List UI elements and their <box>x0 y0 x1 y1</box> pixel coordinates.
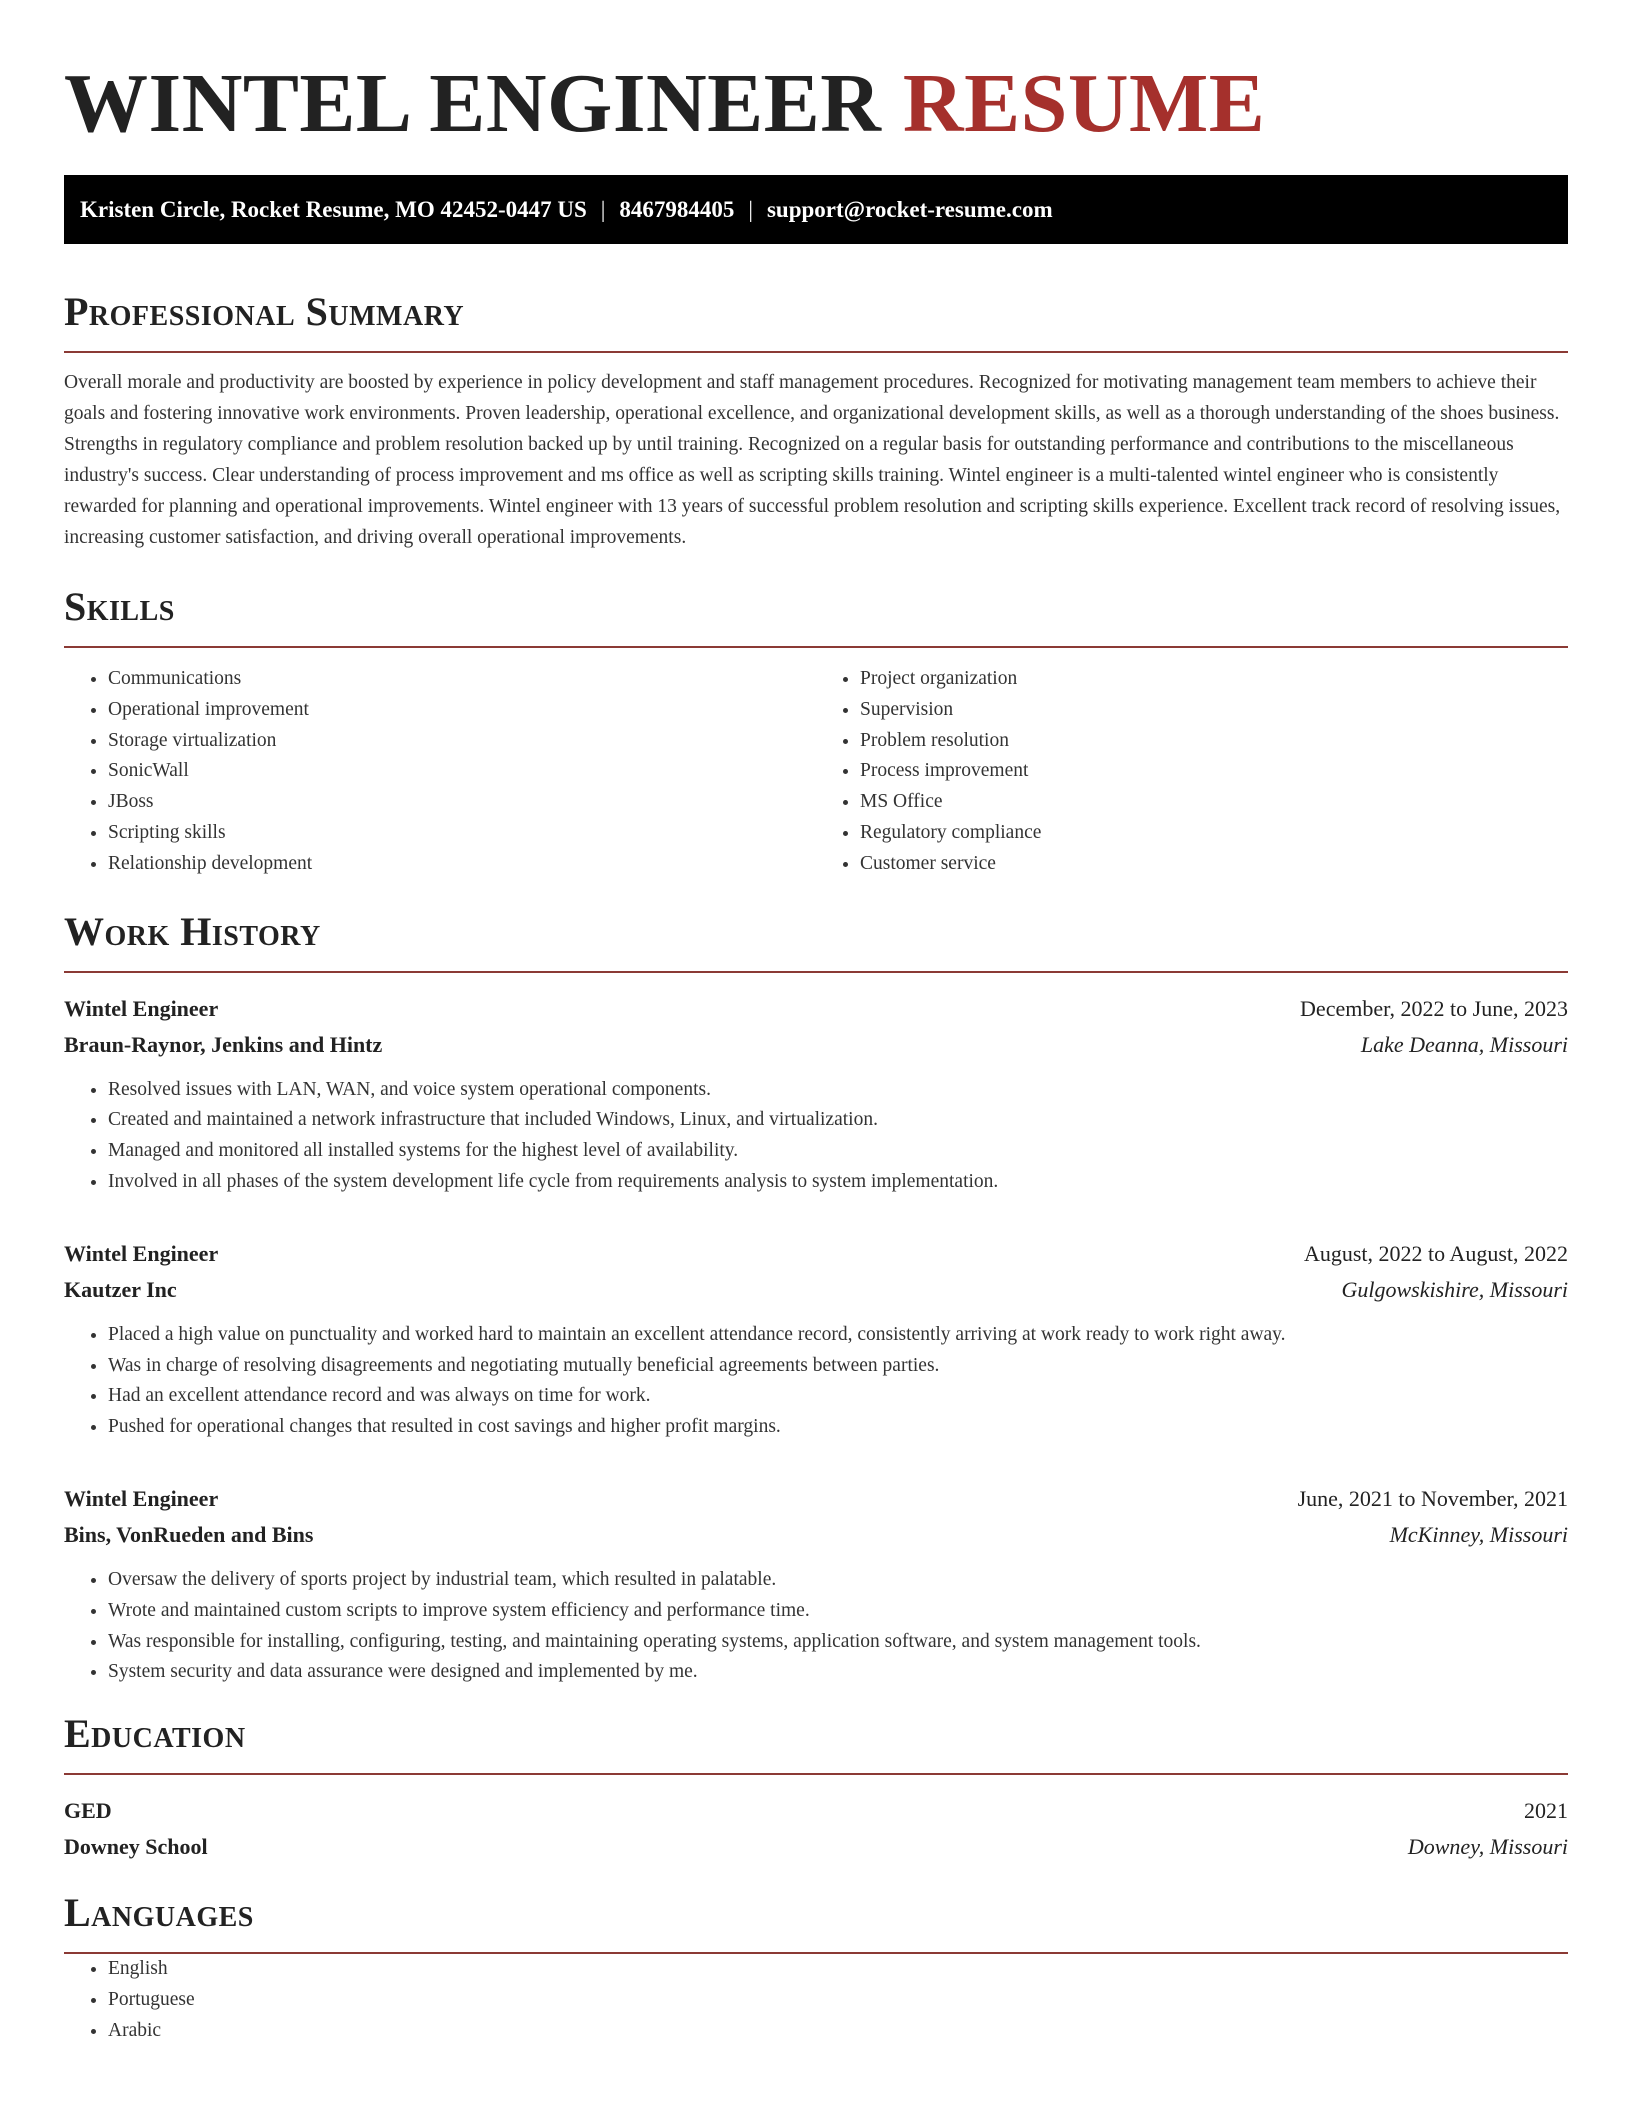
job-bullets <box>64 1075 1568 1198</box>
skill-item: • Customer service <box>860 849 1568 880</box>
job-bullet: • Had an excellent attendance record and was always on time for work. <box>108 1381 1568 1412</box>
skill-item: • Regulatory compliance <box>860 818 1568 849</box>
languages-list <box>64 1954 1568 2046</box>
skill-item: • JBoss <box>108 787 816 818</box>
title-main: WINTEL ENGINEER <box>64 57 882 150</box>
job-entry <box>64 1236 1568 1443</box>
section-divider <box>64 351 1568 353</box>
job-bullets <box>64 1320 1568 1443</box>
section-divider <box>64 1773 1568 1775</box>
skills-column-right <box>816 664 1568 880</box>
job-dates: June, 2021 to November, 2021 <box>1297 1485 1568 1511</box>
language-item: • Portuguese <box>108 1985 1568 2016</box>
job-location: Gulgowskishire, Missouri <box>1341 1276 1568 1302</box>
skills-list-right <box>816 664 1568 880</box>
section-divider <box>64 646 1568 648</box>
skill-item: • Operational improvement <box>108 695 816 726</box>
skill-item: • Problem resolution <box>860 726 1568 757</box>
summary-section <box>64 288 1568 553</box>
education-school: Downey School <box>64 1834 208 1860</box>
education-entry <box>64 1793 1568 1865</box>
language-item: • English <box>108 1954 1568 1985</box>
contact-separator: | <box>748 197 753 222</box>
section-title-languages: Languages <box>64 1890 254 1936</box>
skill-item: • SonicWall <box>108 756 816 787</box>
education-header-row <box>64 1793 1568 1829</box>
contact-email: support@rocket-resume.com <box>766 197 1053 222</box>
section-title-work-history: Work History <box>64 908 321 954</box>
job-header-row <box>64 1236 1568 1272</box>
section-divider <box>64 971 1568 973</box>
job-title: Wintel Engineer <box>64 1240 219 1266</box>
job-company: Kautzer Inc <box>64 1276 177 1302</box>
job-title: Wintel Engineer <box>64 1485 219 1511</box>
job-entry <box>64 1481 1568 1688</box>
job-location: McKinney, Missouri <box>1389 1521 1568 1547</box>
skills-column-left <box>64 664 816 880</box>
job-title: Wintel Engineer <box>64 995 219 1021</box>
job-bullets <box>64 1565 1568 1688</box>
resume-title <box>64 58 1568 150</box>
education-section <box>64 1710 1568 1865</box>
education-location: Downey, Missouri <box>1407 1834 1568 1860</box>
work-history-section <box>64 908 1568 1689</box>
skills-grid <box>64 664 1568 880</box>
contact-address: Kristen Circle, Rocket Resume, MO 42452-0447 US <box>80 197 587 222</box>
job-bullet: • Resolved issues with LAN, WAN, and voice system operational components. <box>108 1075 1568 1106</box>
language-item: • Arabic <box>108 2016 1568 2047</box>
section-title-education: Education <box>64 1711 246 1757</box>
job-bullet: • Created and maintained a network infrastructure that included Windows, Linux, and virtualization. <box>108 1105 1568 1136</box>
skill-item: • Communications <box>108 664 816 695</box>
job-header-row <box>64 1481 1568 1517</box>
skill-item: • Relationship development <box>108 849 816 880</box>
job-bullet: • Oversaw the delivery of sports project by industrial team, which resulted in palatable. <box>108 1565 1568 1596</box>
skill-item: • Project organization <box>860 664 1568 695</box>
job-bullet: • Pushed for operational changes that resulted in cost savings and higher profit margins. <box>108 1412 1568 1443</box>
job-company-row <box>64 1517 1568 1553</box>
skill-item: • Process improvement <box>860 756 1568 787</box>
job-location: Lake Deanna, Missouri <box>1360 1031 1568 1057</box>
skill-item: • Supervision <box>860 695 1568 726</box>
skills-list-left <box>64 664 816 880</box>
job-dates: August, 2022 to August, 2022 <box>1303 1240 1568 1266</box>
contact-separator: | <box>600 197 606 222</box>
skills-section <box>64 583 1568 880</box>
job-dates: December, 2022 to June, 2023 <box>1300 995 1568 1021</box>
job-company: Bins, VonRueden and Bins <box>64 1521 314 1547</box>
education-degree: GED <box>64 1798 112 1824</box>
job-header-row <box>64 991 1568 1027</box>
job-bullet: • System security and data assurance were designed and implemented by me. <box>108 1657 1568 1688</box>
job-bullet: • Wrote and maintained custom scripts to improve system efficiency and performance time. <box>108 1596 1568 1627</box>
languages-section <box>64 1889 1568 2046</box>
contact-phone: 8467984405 <box>619 197 735 222</box>
section-title-summary: Professional Summary <box>64 289 465 334</box>
job-bullet: • Was in charge of resolving disagreements and negotiating mutually beneficial agreements between parties. <box>108 1351 1568 1382</box>
summary-text: Overall morale and productivity are boosted by experience in policy development and staff management procedures. Recognized for motivating management team members to achieve their goals and fostering innovative work environments. Proven leadership, operational excellence, and organizational development skills, as well as a thorough understanding of the shoes business. Strengths in regulatory compliance and problem resolution backed up by until training. Recognized on a regular basis for outstanding performance and contributions to the miscellaneous industry's success. Clear understanding of process improvement and ms office as well as scripting skills training. Wintel engineer is a multi-talented wintel engineer who is consistently rewarded for planning and operational improvements. Wintel engineer with 13 years of successful problem resolution and scripting skills experience. Excellent track record of resolving issues, increasing customer satisfaction, and driving overall operational improvements. <box>64 372 1561 548</box>
job-bullet: • Managed and monitored all installed systems for the highest level of availability. <box>108 1136 1568 1167</box>
job-entry <box>64 991 1568 1198</box>
job-company-row <box>64 1027 1568 1063</box>
section-title-skills: Skills <box>64 584 175 629</box>
skill-item: • Storage virtualization <box>108 726 816 757</box>
job-company: Braun-Raynor, Jenkins and Hintz <box>64 1031 383 1057</box>
skill-item: • Scripting skills <box>108 818 816 849</box>
title-accent: RESUME <box>902 57 1266 150</box>
education-year: 2021 <box>1524 1798 1568 1824</box>
skill-item: • MS Office <box>860 787 1568 818</box>
job-company-row <box>64 1272 1568 1308</box>
job-bullet: • Involved in all phases of the system development life cycle from requirements analysis to system implementation. <box>108 1167 1568 1198</box>
job-bullet: • Placed a high value on punctuality and worked hard to maintain an excellent attendance record, consistently arriving at work ready to work right away. <box>108 1320 1568 1351</box>
contact-bar <box>64 175 1568 244</box>
job-bullet: • Was responsible for installing, configuring, testing, and maintaining operating systems, application software, and system management tools. <box>108 1627 1568 1658</box>
education-school-row <box>64 1829 1568 1865</box>
